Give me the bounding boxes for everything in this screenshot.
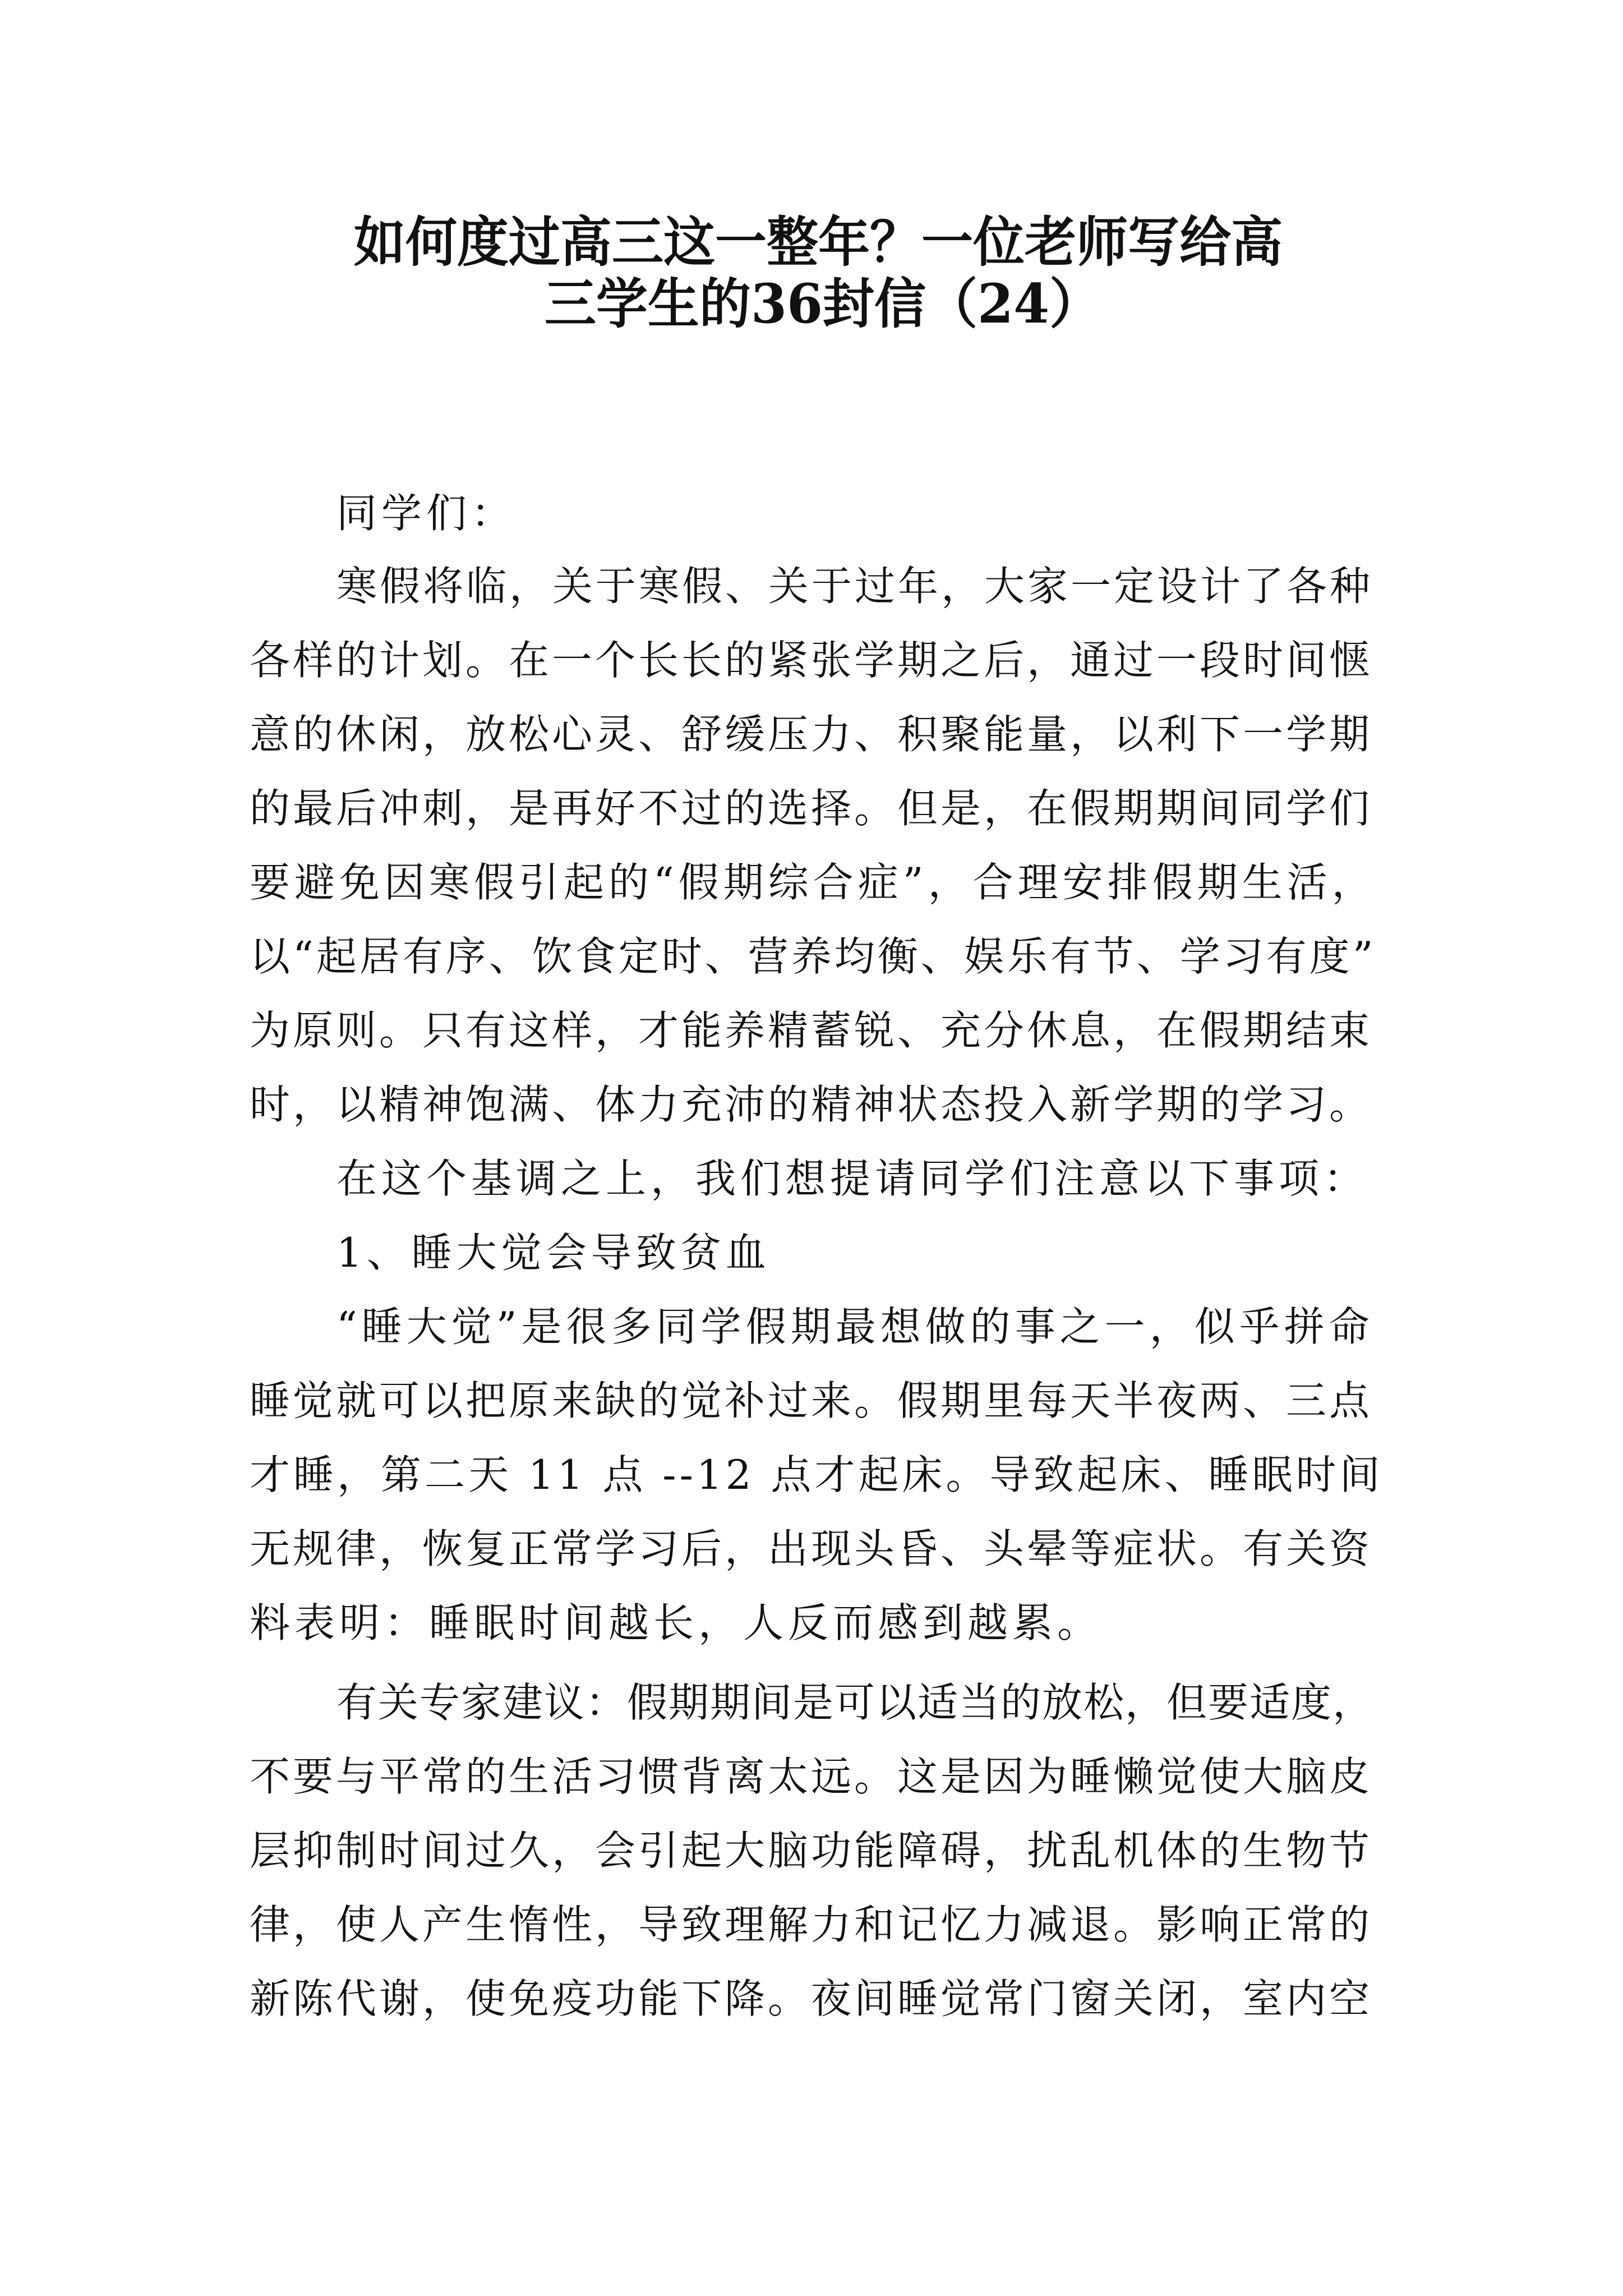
document-title-line-1: 如何度过高三这一整年？一位老师写给高 [353, 210, 1283, 274]
body-line: 才睡，第二天 11 点 --12 点才起床。导致起床、睡眠时间 [250, 1451, 1384, 1498]
body-line: 各样的计划。在一个长长的紧张学期之后，通过一段时间惬 [250, 637, 1373, 684]
body-line: 无规律，恢复正常学习后，出现头昏、头晕等症状。有关资 [250, 1525, 1373, 1572]
greeting-line: 同学们： [336, 490, 517, 537]
body-line: 要避免因寒假引起的“假期综合症”，合理安排假期生活， [250, 859, 1377, 906]
section-heading: 1、睡大觉会导致贫血 [336, 1229, 771, 1276]
body-line: 时，以精神饱满、体力充沛的精神状态投入新学期的学习。 [250, 1081, 1373, 1128]
body-line: 的最后冲刺，是再好不过的选择。但是，在假期期间同学们 [250, 785, 1373, 832]
body-line: 为原则。只有这样，才能养精蓄锐、充分休息，在假期结束 [250, 1007, 1373, 1054]
body-line: 有关专家建议：假期期间是可以适当的放松，但要适度， [336, 1679, 1375, 1726]
body-line: 层抑制时间过久，会引起大脑功能障碍，扰乱机体的生物节 [250, 1827, 1373, 1874]
document-title-line-2: 三学生的36封信（24） [544, 272, 1101, 335]
body-line: 在这个基调之上，我们想提请同学们注意以下事项： [336, 1155, 1369, 1202]
body-line: 新陈代谢，使免疫功能下降。夜间睡觉常门窗关闭，室内空 [250, 1975, 1373, 2022]
body-line: 寒假将临，关于寒假、关于过年，大家一定设计了各种 [336, 563, 1373, 610]
body-line: 料表明：睡眠时间越长，人反而感到越累。 [250, 1599, 1103, 1646]
body-line: 律，使人产生惰性，导致理解力和记忆力减退。影响正常的 [250, 1901, 1373, 1948]
body-line: 不要与平常的生活习惯背离太远。这是因为睡懒觉使大脑皮 [250, 1753, 1373, 1800]
body-line: 以“起居有序、饮食定时、营养均衡、娱乐有节、学习有度” [250, 933, 1376, 980]
body-line: 意的休闲，放松心灵、舒缓压力、积聚能量，以利下一学期 [250, 711, 1373, 758]
body-line: 睡觉就可以把原来缺的觉补过来。假期里每天半夜两、三点 [250, 1377, 1373, 1424]
body-line: “睡大觉”是很多同学假期最想做的事之一，似乎拼命 [336, 1303, 1374, 1350]
